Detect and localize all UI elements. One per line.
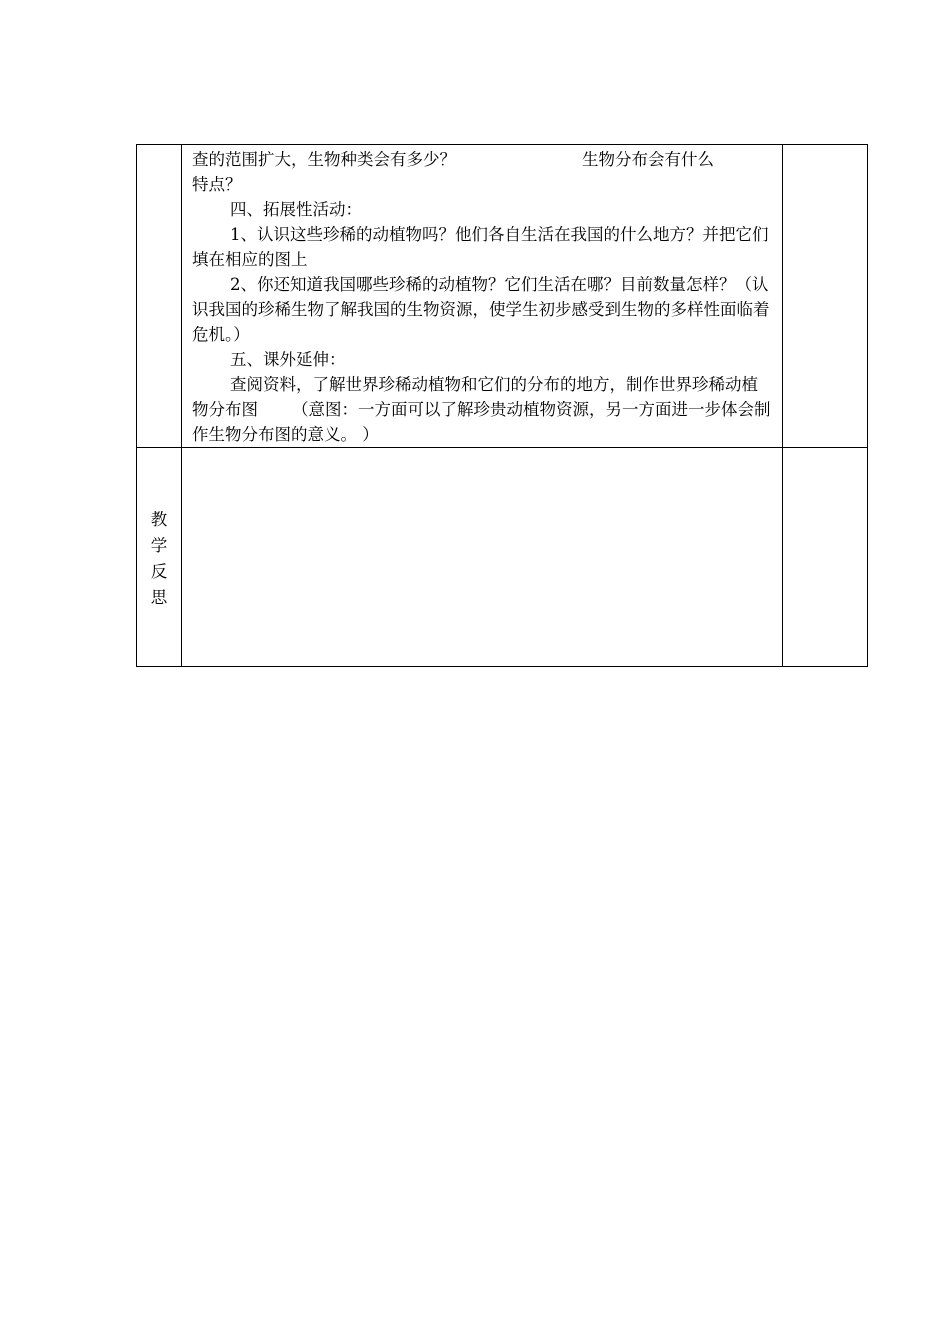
reflection-notes-cell — [782, 448, 867, 667]
section-5-body-text: 查阅资料，了解世界珍稀动植物和它们的分布的地方，制作世界珍稀动植物分布图 — [192, 375, 759, 419]
section-4-item-2: 2、你还知道我国哪些珍稀的动植物？它们生活在哪？目前数量怎样？（认识我国的珍稀生物了解我国的生物资源，使学生初步感受到生物的多样性面临着危机。） — [192, 275, 770, 344]
lesson-content-cell — [182, 145, 783, 448]
reflection-label: 教学反思 — [150, 510, 168, 607]
continuation-line-1 — [192, 147, 774, 172]
reflection-label-cell — [137, 448, 182, 667]
continuation-text-b: 生物分布会有什么 — [582, 150, 715, 169]
continuation-text-a: 查的范围扩大，生物种类会有多少？ — [192, 150, 457, 169]
lesson-plan-table — [136, 144, 868, 667]
section-4-heading: 四、拓展性活动： — [230, 200, 363, 219]
continuation-line-2: 特点？ — [192, 175, 242, 194]
section-5-body — [192, 372, 774, 447]
reflection-row — [137, 448, 868, 667]
section-4-item-1: 1、认识这些珍稀的动植物吗？他们各自生活在我国的什么地方？并把它们填在相应的图上 — [192, 225, 769, 269]
content-row — [137, 145, 868, 448]
section-5-heading: 五、课外延伸： — [230, 350, 346, 369]
reflection-content-cell — [182, 448, 783, 667]
row-label-cell-empty — [137, 145, 182, 448]
notes-cell-empty — [782, 145, 867, 448]
section-5-intent-note: （意图：一方面可以了解珍贵动植物资源，另一方面进一步体会制作生物分布图的意义。 ） — [192, 400, 771, 444]
